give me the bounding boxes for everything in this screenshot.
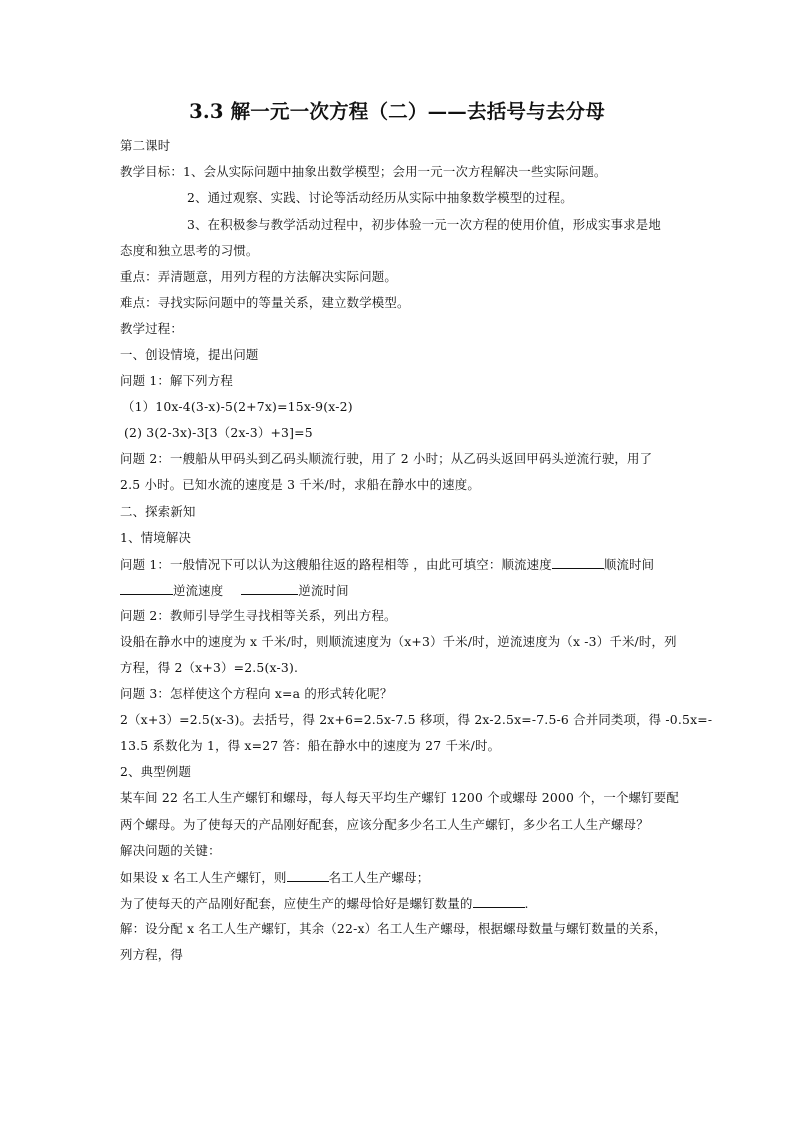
- page-title: 3.3 解一元一次方程（二）——去括号与去分母: [189, 100, 605, 123]
- objective-2: 2、通过观察、实践、讨论等活动经历从实际中抽象数学模型的过程。: [187, 190, 573, 205]
- question-2-guide: 问题 2：教师引导学生寻找相等关系，列出方程。: [120, 608, 397, 623]
- subsection-1-heading: 1、情境解决: [120, 530, 192, 545]
- example-line-2: 两个螺母。为了使每天的产品刚好配套，应该分配多少名工人生产螺钉，多少名工人生产螺母？: [120, 817, 649, 832]
- objective-1: 教学目标：1、会从实际问题中抽象出数学模型；会用一元一次方程解决一些实际问题。: [120, 164, 607, 179]
- question-1-label: 问题 1：解下列方程: [120, 373, 233, 388]
- upstream-time-label: 逆流时间: [298, 583, 349, 598]
- blank-multiple[interactable]: [473, 895, 525, 908]
- objective-3-cont: 态度和独立思考的习惯。: [120, 243, 259, 258]
- setup-line-2: 方程，得 2（x+3）=2.5(x-3).: [120, 660, 299, 675]
- upstream-speed-label: 逆流速度: [173, 583, 224, 598]
- example-line-1: 某车间 22 名工人生产螺钉和螺母，每人每天平均生产螺钉 1200 个或螺母 2000 个，一个螺钉要配: [120, 790, 679, 805]
- blank-downstream-speed[interactable]: [552, 556, 604, 569]
- downstream-time-label: 顺流时间: [603, 557, 655, 572]
- answer-line-1: 解：设分配 x 名工人生产螺钉，其余（22-x）名工人生产螺母，根据螺母数量与螺钉数量的关系，: [120, 921, 667, 936]
- fill-question-line-2: [120, 582, 349, 599]
- assume-line: [120, 869, 429, 886]
- key-to-solution: 解决问题的关键：: [120, 843, 221, 858]
- solution-line-2: 13.5 系数化为 1，得 x=27 答：船在静水中的速度为 27 千米/时。: [120, 738, 501, 753]
- section-1-heading: 一、创设情境，提出问题: [120, 347, 259, 362]
- match-period: .: [524, 896, 529, 911]
- fill-question-text: 问题 1：一般情况下可以认为这艘船往返的路程相等 ，由此可填空：顺流速度: [120, 557, 552, 572]
- equation-1: （1）10x-4(3-x)-5(2+7x)=15x-9(x-2): [122, 399, 353, 414]
- equation-2: (2) 3(2-3x)-3[3（2x-3）+3]=5: [124, 425, 313, 440]
- answer-line-2: 列方程，得: [120, 947, 183, 962]
- question-2-line-2: 2.5 小时。已知水流的速度是 3 千米/时，求船在静水中的速度。: [120, 477, 480, 492]
- blank-nut-workers[interactable]: [287, 869, 329, 882]
- blank-upstream-speed[interactable]: [241, 582, 298, 595]
- match-line: [120, 895, 529, 912]
- objective-3: 3、在积极参与教学活动过程中，初步体验一元一次方程的使用价值，形成实事求是地: [187, 217, 661, 232]
- section-2-heading: 二、探索新知: [120, 504, 196, 519]
- assume-text: 如果设 x 名工人生产螺钉，则: [120, 870, 287, 885]
- subsection-2-heading: 2、典型例题: [120, 764, 192, 779]
- solution-line-1: 2（x+3）=2.5(x-3)。去括号，得 2x+6=2.5x-7.5 移项，得 2x-2.5x=-7.5-6 合并同类项，得 -0.5x=-: [120, 712, 713, 727]
- lesson-period: 第二课时: [120, 138, 171, 153]
- question-2-line-1: 问题 2：一艘船从甲码头到乙码头顺流行驶，用了 2 小时；从乙码头返回甲码头逆流行驶，用了: [120, 451, 653, 466]
- key-point: 重点：弄清题意，用列方程的方法解决实际问题。: [120, 269, 397, 284]
- blank-downstream-time[interactable]: [120, 582, 173, 595]
- setup-line-1: 设船在静水中的速度为 x 千米/时，则顺流速度为（x+3）千米/时，逆流速度为（x -3）千米/时，列: [120, 634, 677, 649]
- difficult-point: 难点：寻找实际问题中的等量关系，建立数学模型。: [120, 295, 410, 310]
- assume-text-end: 名工人生产螺母；: [328, 870, 430, 885]
- match-text: 为了使每天的产品刚好配套，应使生产的螺母恰好是螺钉数量的: [120, 896, 473, 911]
- process-heading: 教学过程：: [120, 321, 183, 336]
- question-3: 问题 3：怎样使这个方程向 x=a 的形式转化呢？: [120, 686, 393, 701]
- fill-question-line-1: [120, 556, 654, 573]
